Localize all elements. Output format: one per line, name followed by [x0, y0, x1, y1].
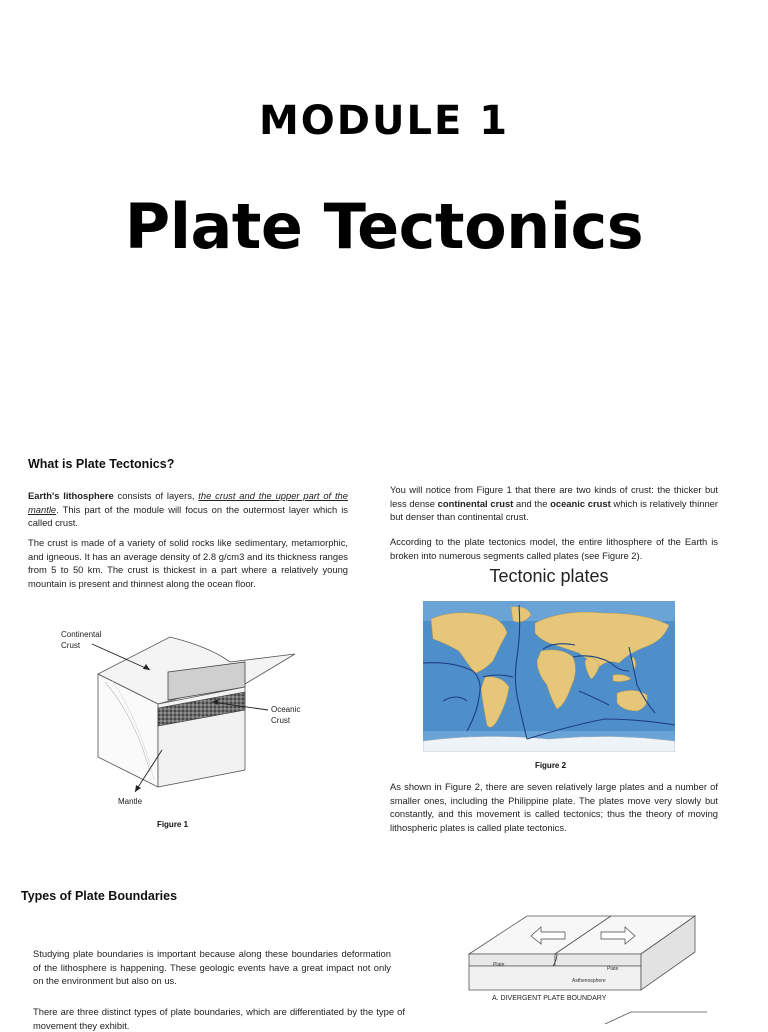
figure-2-title: Tectonic plates [489, 566, 609, 586]
label-plate-left: Plate [493, 962, 505, 968]
label-line: Crust [271, 716, 291, 725]
emphasis-crust-mantle: the crust and the upper part of the mantle [28, 490, 348, 515]
paragraph-crust: The crust is made of a variety of solid rocks like sedimentary, metamorphic, and igneous. It has an average density of 2.8 g/cm3 and its thickness ranges from 5 to 50 km. The crust is thickest in a part where a relatively young mountain is present and thinnest along the ocean floor. [28, 537, 348, 589]
figure-1-crust-diagram [50, 622, 360, 822]
section-heading-plate-boundaries: Types of Plate Boundaries [21, 889, 178, 903]
label-asthenosphere: Asthenosphere [572, 978, 606, 984]
text-span: and the [513, 497, 551, 509]
label-plate-right: Plate [607, 966, 619, 972]
page-title: Plate Tectonics [124, 190, 644, 263]
label-line: Crust [61, 641, 81, 650]
section-heading-what-is: What is Plate Tectonics? [28, 457, 175, 471]
paragraph-seven-plates: As shown in Figure 2, there are seven relatively large plates and a number of smaller ones, including the Philippine plate. The plates move very slowly but constantly, and this movement is called tectonics; thus the theory of moving lithospheric plates is called plate tectonics. [390, 781, 718, 833]
crust-block-svg [50, 622, 360, 822]
label-oceanic-crust [271, 704, 300, 726]
text-span: which is relatively thinner but denser than continental crust. [390, 497, 718, 522]
divergent-boundary-svg [425, 906, 707, 1024]
label-continental-crust [61, 629, 101, 651]
paragraph-plates-model: According to the plate tectonics model, the entire lithosphere of the Earth is broken into numerous segments called plates (see Figure 2). [390, 536, 718, 561]
term-continental-crust: continental crust [437, 497, 514, 509]
label-line: Continental [61, 630, 102, 639]
text-span: consists of layers, [113, 490, 199, 501]
paragraph-boundaries-importance: Studying plate boundaries is important because along these boundaries deformation of the lithosphere is happening. These geologic events have a great impact not only on the environment but also on us. [33, 948, 391, 986]
figure-1-caption: Figure 1 [156, 820, 189, 829]
label-mantle: Mantle [118, 797, 143, 806]
figure-divergent-boundary [425, 906, 707, 1024]
label-line: Oceanic [271, 705, 301, 714]
text-span: . This part of the module will focus on the outermost layer which is called crust. [28, 503, 348, 528]
paragraph-three-types: There are three distinct types of plate boundaries, which are differentiated by the type of movement they exhibit. [33, 1006, 405, 1031]
module-number: MODULE 1 [258, 98, 510, 144]
paragraph-lithosphere [28, 489, 348, 530]
term-oceanic-crust: oceanic crust [550, 497, 611, 509]
figure-3-caption: A. DIVERGENT PLATE BOUNDARY [492, 995, 607, 1002]
paragraph-two-kinds-crust [390, 483, 718, 524]
world-map-svg [423, 601, 675, 752]
text-span: You will notice from Figure 1 that there are two kinds of crust: the thicker but less dense [390, 484, 718, 509]
term-lithosphere: Earth's lithosphere [28, 490, 114, 501]
figure-2-tectonic-map [423, 601, 675, 752]
figure-2-caption: Figure 2 [534, 761, 567, 770]
